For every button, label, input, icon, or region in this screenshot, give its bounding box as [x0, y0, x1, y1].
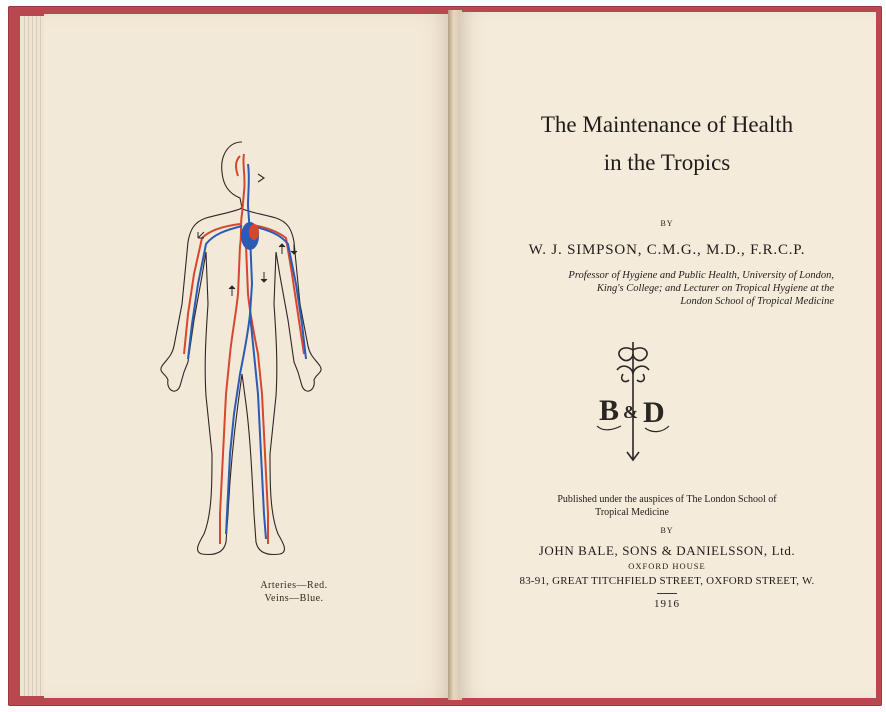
svg-text:B: B — [599, 394, 620, 427]
left-page-frontispiece — [44, 14, 452, 698]
caption-veins: Veins—Blue. — [264, 593, 324, 604]
affiliation-line-3: London School of Tropical Medicine — [680, 296, 834, 307]
right-page-title-page — [458, 12, 876, 698]
year-divider — [657, 593, 677, 594]
by-label: BY — [660, 219, 674, 228]
publisher-name: JOHN BALE, SONS & DANIELSSON, Ltd. — [538, 543, 796, 558]
title-line-2: in the Tropics — [603, 150, 731, 175]
circulatory-system-illustration — [154, 134, 424, 574]
published-line-2: Tropical Medicine — [595, 507, 669, 518]
svg-text:D: D — [643, 396, 665, 429]
publication-year: 1916 — [654, 598, 680, 610]
affiliation-line-1: Professor of Hygiene and Public Health, University of London, — [568, 270, 834, 281]
publisher-street: 83-91, GREAT TITCHFIELD STREET, OXFORD STREET, W. — [519, 575, 815, 587]
by-label-2: BY — [660, 526, 674, 535]
title-line-1: The Maintenance of Health — [540, 112, 794, 137]
published-line-1: Published under the auspices of The London School of — [557, 494, 777, 505]
publisher-house: OXFORD HOUSE — [628, 561, 706, 571]
publisher-monogram-icon — [593, 340, 673, 465]
svg-text:&: & — [623, 402, 638, 422]
caption-arteries: Arteries—Red. — [260, 580, 328, 591]
author-name: W. J. SIMPSON, C.M.G., M.D., F.R.C.P. — [528, 242, 806, 258]
affiliation-line-2: King's College; and Lecturer on Tropical Hygiene at the — [596, 283, 834, 294]
